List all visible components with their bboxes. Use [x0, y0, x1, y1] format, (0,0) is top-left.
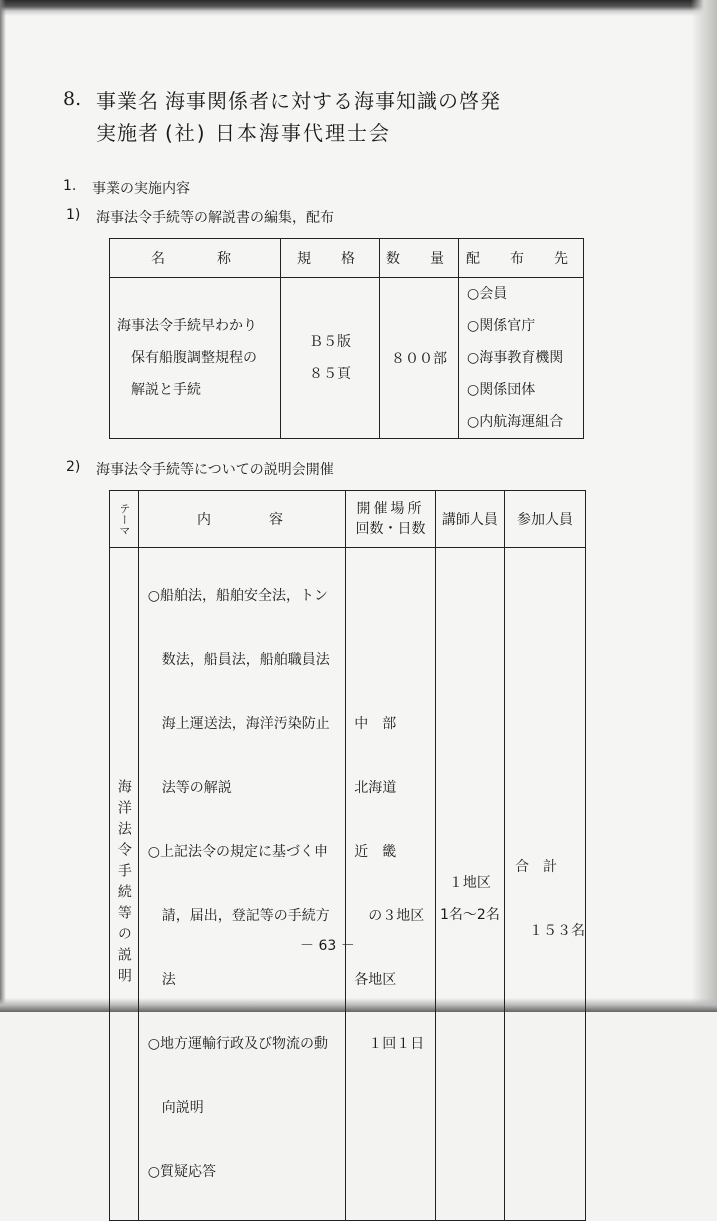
- content-line: 法: [147, 972, 176, 988]
- header-content: 内 容: [138, 491, 345, 548]
- subsection-title: 事業の実施内容: [92, 181, 190, 197]
- seminar-table: [109, 490, 586, 1221]
- distribution-cell: [459, 278, 584, 439]
- item2-title: 海事法令手続等についての説明会開催: [96, 462, 334, 478]
- project-name: 海事関係者に対する海事知識の啓発: [165, 89, 501, 113]
- item2-number: 2): [66, 459, 81, 475]
- distribution-item: ○関係団体: [467, 382, 536, 398]
- content-line: ○質疑応答: [147, 1164, 216, 1180]
- header-spec: 規 格: [281, 239, 380, 278]
- header-theme: [110, 491, 139, 548]
- distribution-item: ○関係官庁: [467, 318, 536, 334]
- header-venue-line: 回数・日数: [355, 521, 426, 537]
- quantity-value: ８００部: [391, 351, 447, 367]
- spec-line: Ｂ５版: [309, 334, 351, 350]
- table-header-row: [110, 239, 584, 278]
- content-line: ○地方運輸行政及び物流の動: [147, 1036, 328, 1052]
- publication-table: [109, 238, 584, 439]
- content-cell: [138, 548, 345, 1221]
- venue-line: 近 畿: [354, 844, 397, 860]
- content-line: 向説明: [147, 1100, 204, 1116]
- participants-cell: [505, 548, 586, 1221]
- project-name-label: 事業名: [96, 89, 159, 113]
- content-line: 請，届出，登記等の手続方: [147, 908, 330, 924]
- distribution-item: ○海事教育機関: [467, 350, 564, 366]
- publication-name-cell: [110, 278, 281, 439]
- instructors-line: 1名～2名: [440, 907, 500, 923]
- table-header-row: [110, 491, 586, 548]
- spec-cell: [281, 278, 380, 439]
- instructors-line: １地区: [448, 875, 491, 891]
- implementer-label: 実施者: [96, 121, 159, 145]
- venue-line: 中 部: [354, 716, 397, 732]
- venue-line: 各地区: [354, 972, 397, 988]
- venue-line: 北海道: [354, 780, 397, 796]
- header-venue-line: 開催場所: [356, 501, 425, 517]
- publication-name-line: 保有船腹調整規程の: [131, 350, 257, 366]
- header-quantity: 数 量: [380, 239, 459, 278]
- table-row: [110, 548, 586, 1221]
- content-line: ○上記法令の規定に基づく申: [147, 844, 328, 860]
- section-number: 8.: [63, 88, 82, 110]
- participants-line: １５３名: [515, 923, 585, 939]
- venue-line: １回１日: [354, 1036, 425, 1052]
- scan-border-right: [691, 0, 717, 1012]
- publication-name-line: 解説と手続: [131, 382, 201, 398]
- item1-title: 海事法令手続等の解説書の編集，配布: [96, 210, 334, 226]
- instructors-cell: [435, 548, 504, 1221]
- header-distribution: 配 布 先: [459, 239, 584, 278]
- header-instructors: 講師人員: [435, 491, 504, 548]
- content-line: 海上運送法，海洋汚染防止: [147, 716, 330, 732]
- content-line: 法等の解説: [147, 780, 232, 796]
- table-row: [110, 278, 584, 439]
- implementer: (社) 日本海事代理士会: [165, 121, 391, 145]
- scan-border-top: [0, 0, 717, 16]
- page-number: － 63 －: [300, 938, 355, 954]
- theme-text: 海洋法令手続等の説明: [115, 779, 132, 989]
- header-theme-text: テーマ: [117, 502, 131, 536]
- venue-cell: [346, 548, 436, 1221]
- publication-name-line: 海事法令手続早わかり: [117, 318, 257, 334]
- header-venue: [346, 491, 436, 548]
- header-participants: 参加人員: [505, 491, 586, 548]
- distribution-item: ○会員: [467, 286, 508, 302]
- header-name: 名 称: [110, 239, 281, 278]
- spec-line: ８５頁: [309, 366, 351, 382]
- content-line: 数法，船員法，船舶職員法: [147, 652, 330, 668]
- subsection-number: 1.: [63, 178, 77, 194]
- distribution-item: ○内航海運組合: [467, 414, 564, 430]
- scan-border-left: [0, 0, 6, 1012]
- item1-number: 1): [66, 207, 81, 223]
- participants-line: 合 計: [515, 859, 557, 875]
- content-line: ○船舶法，船舶安全法，トン: [147, 588, 328, 604]
- quantity-cell: [380, 278, 459, 439]
- theme-cell: [110, 548, 139, 1221]
- venue-line: の３地区: [354, 908, 425, 924]
